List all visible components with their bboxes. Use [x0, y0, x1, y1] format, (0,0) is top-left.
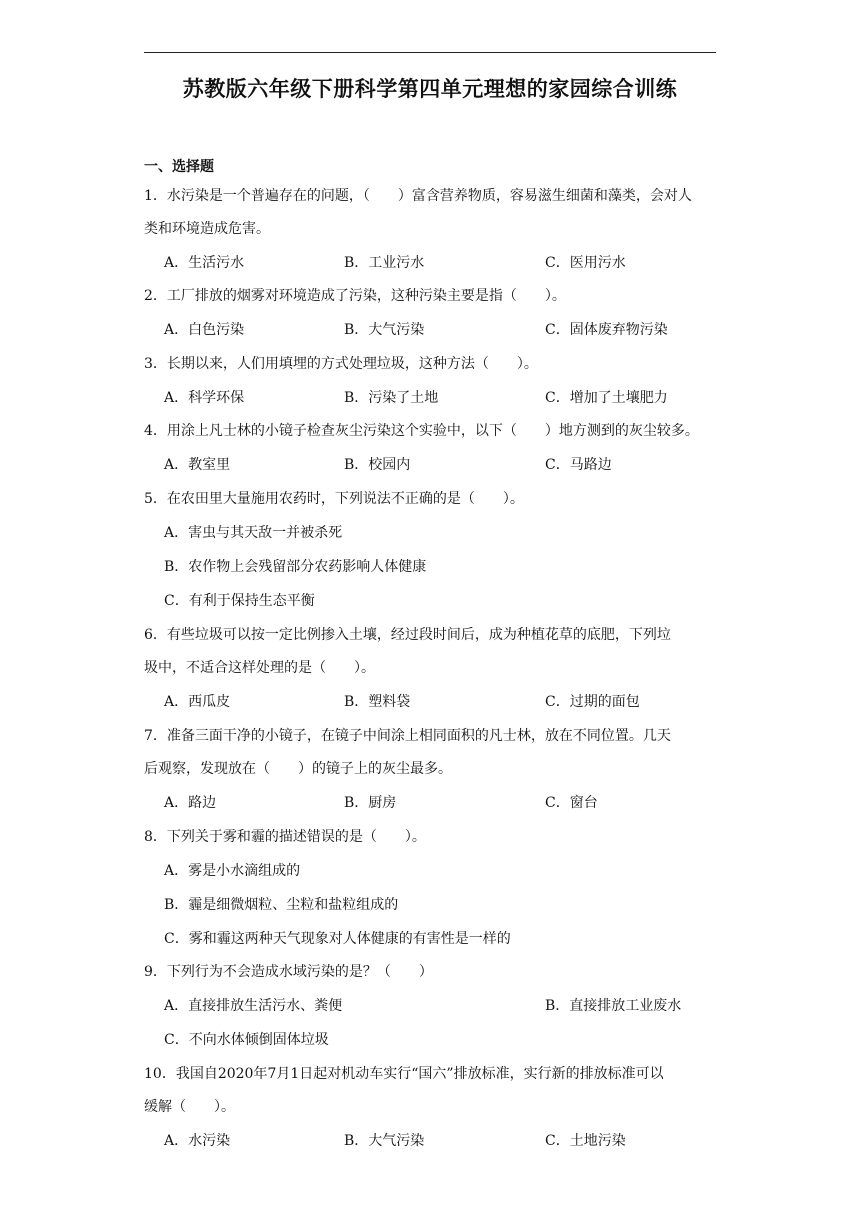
- question-9-line-1: 9．下列行为不会造成水域污染的是？（ ）: [144, 964, 433, 980]
- question-7-line-1: 7．准备三面干净的小镜子，在镜子中间涂上相同面积的凡士林，放在不同位置。几天: [144, 728, 671, 744]
- question-7-option-b: B．厨房: [344, 795, 397, 811]
- question-3-line-1: 3．长期以来，人们用填埋的方式处理垃圾，这种方法（ ）。: [144, 356, 538, 372]
- question-9-option-a: A．直接排放生活污水、粪便: [164, 998, 343, 1014]
- question-1-option-a: A．生活污水: [164, 255, 245, 271]
- question-2-line-1: 2．工厂排放的烟雾对环境造成了污染，这种污染主要是指（ ）。: [144, 288, 566, 304]
- question-6-line-1: 6．有些垃圾可以按一定比例掺入土壤，经过段时间后，成为种植花草的底肥，下列垃: [144, 627, 671, 643]
- question-1-line-2: 类和环境造成危害。: [144, 221, 270, 237]
- question-1-option-b: B．工业污水: [344, 255, 425, 271]
- question-7-line-2: 后观察，发现放在（ ）的镜子上的灰尘最多。: [144, 761, 452, 777]
- question-5-option-c: C．有利于保持生态平衡: [164, 593, 315, 609]
- question-4-option-b: B．校园内: [344, 457, 411, 473]
- question-4-option-c: C．马路边: [545, 457, 612, 473]
- question-10-option-a: A．水污染: [164, 1133, 231, 1149]
- question-6-line-2: 圾中，不适合这样处理的是（ ）。: [144, 660, 375, 676]
- question-5-line-1: 5．在农田里大量施用农药时，下列说法不正确的是（ ）。: [144, 491, 524, 507]
- question-10-line-1: 10．我国自2020年7月1日起对机动车实行“国六”排放标准，实行新的排放标准可以: [144, 1066, 664, 1082]
- section-heading: 一、选择题: [144, 159, 214, 175]
- question-6-option-b: B．塑料袋: [344, 694, 411, 710]
- question-2-option-a: A．白色污染: [164, 322, 245, 338]
- question-10-option-c: C．土地污染: [545, 1133, 626, 1149]
- question-7-option-a: A．路边: [164, 795, 217, 811]
- question-3-option-b: B．污染了土地: [344, 390, 439, 406]
- page-title: 苏教版六年级下册科学第四单元理想的家园综合训练: [182, 77, 678, 101]
- question-8-line-1: 8．下列关于雾和霾的描述错误的是（ ）。: [144, 829, 426, 845]
- question-5-option-b: B．农作物上会残留部分农药影响人体健康: [164, 559, 427, 575]
- question-8-option-c: C．雾和霾这两种天气现象对人体健康的有害性是一样的: [164, 931, 511, 947]
- question-4-line-1: 4．用涂上凡士林的小镜子检查灰尘污染这个实验中，以下（ ）地方测到的灰尘较多。: [144, 423, 699, 439]
- question-10-option-b: B．大气污染: [344, 1133, 425, 1149]
- question-2-option-b: B．大气污染: [344, 322, 425, 338]
- question-6-option-c: C．过期的面包: [545, 694, 640, 710]
- question-8-option-a: A．雾是小水滴组成的: [164, 863, 301, 879]
- question-1-option-c: C．医用污水: [545, 255, 626, 271]
- question-4-option-a: A．教室里: [164, 457, 231, 473]
- question-9-option-c: C．不向水体倾倒固体垃圾: [164, 1032, 329, 1048]
- question-1-line-1: 1．水污染是一个普遍存在的问题，（ ）富含营养物质，容易滋生细菌和藻类，会对人: [144, 188, 692, 204]
- question-7-option-c: C．窗台: [545, 795, 598, 811]
- question-3-option-c: C．增加了土壤肥力: [545, 390, 668, 406]
- question-10-line-2: 缓解（ ）。: [144, 1099, 235, 1115]
- question-9-option-b: B．直接排放工业废水: [545, 998, 682, 1014]
- header-rule: [144, 52, 716, 53]
- question-5-option-a: A．害虫与其天敌一并被杀死: [164, 525, 343, 541]
- question-2-option-c: C．固体废弃物污染: [545, 322, 668, 338]
- question-3-option-a: A．科学环保: [164, 390, 245, 406]
- question-8-option-b: B．霾是细微烟粒、尘粒和盐粒组成的: [164, 897, 399, 913]
- question-6-option-a: A．西瓜皮: [164, 694, 231, 710]
